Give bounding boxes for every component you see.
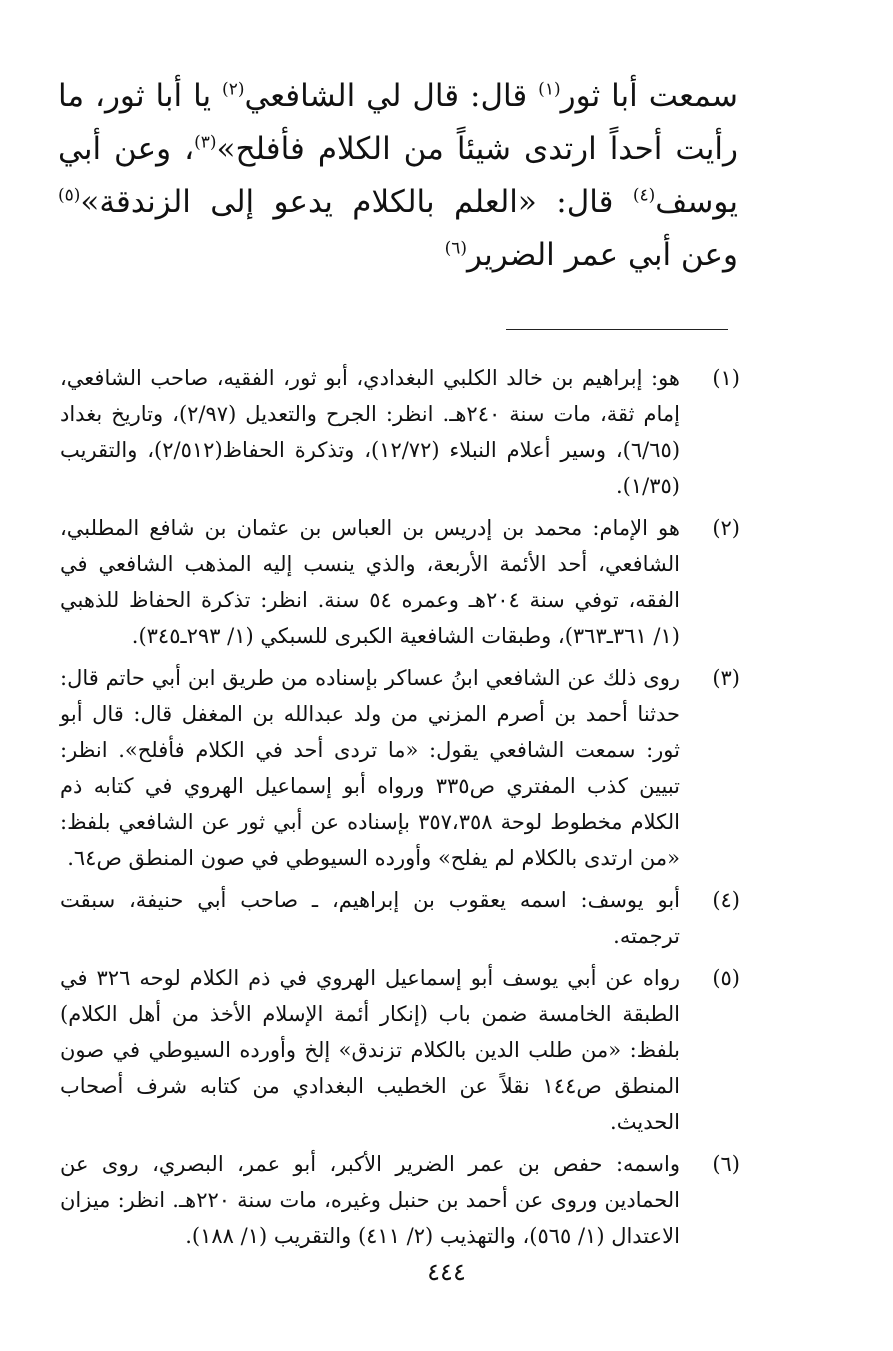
footnote: [60, 510, 740, 654]
footnote-marker: (٦): [444, 238, 467, 259]
footnote-number: (٦): [712, 1152, 740, 1176]
footnote-marker: (١): [538, 79, 561, 100]
footnotes-list: [60, 360, 740, 1260]
footnote: [60, 960, 740, 1140]
footnote-separator: [506, 329, 728, 330]
footnote-text: واسمه: حفص بن عمر الضرير الأكبر، أبو عمر، البصري، روى عن الحمادين وروى عن أحمد بن حنبل وغيره، مات سنة ٢٢٠هـ. انظر: ميزان الاعتدال (١/ ٥٦٥)، والتهذيب (٢/ ٤١١) والتقريب (١/ ١٨٨).: [60, 1152, 680, 1248]
footnote-text: أبو يوسف: اسمه يعقوب بن إبراهيم، ـ صاحب أبي حنيفة، سبقت ترجمته.: [60, 888, 680, 948]
main-text-segment: قال: قال لي الشافعي: [244, 78, 539, 114]
footnote-text: روى ذلك عن الشافعي ابنُ عساكر بإسناده من طريق ابن أبي حاتم قال: حدثنا أحمد بن أصرم المزني من ولد عبدالله بن المغفل قال: قال أبو ثور: سمعت الشافعي يقول: «ما تردى أحد في الكلام فأفلح». انظر: تبيين كذب المفتري ص٣٣٥ ورواه أبو إسماعيل الهروي في كتابه ذم الكلام مخطوط لوحة ٣٥٧،٣٥٨ بإسناده عن أبي ثور عن الشافعي بلفظ: «من ارتدى بالكلام لم يفلح» وأورده السيوطي في صون المنطق ص٦٤.: [60, 666, 680, 870]
main-text-segment: ، وعن أبي يوسف: [58, 131, 738, 220]
main-text-segment: سمعت أبا ثور: [560, 78, 738, 114]
footnote-number: (٣): [712, 666, 740, 690]
footnote: [60, 1146, 740, 1254]
footnote-number: (١): [712, 366, 740, 390]
main-text-segment: يا أبا ثور، ما رأيت أحداً ارتدى شيئاً من الكلام فأفلح»: [58, 78, 738, 167]
footnote-number: (٥): [712, 966, 740, 990]
footnote: [60, 882, 740, 954]
footnote-marker: (٤): [632, 185, 656, 206]
main-text: [58, 70, 738, 282]
footnote-number: (٢): [712, 516, 740, 540]
footnote-marker: (٥): [58, 185, 81, 206]
footnote-text: هو الإمام: محمد بن إدريس بن العباس بن عثمان بن شافع المطلبي، الشافعي، أحد الأئمة الأربعة، والذي ينسب إليه المذهب الشافعي في الفقه، توفي سنة ٢٠٤هـ وعمره ٥٤ سنة. انظر: تذكرة الحفاظ للذهبي (١/ ٣٦١ـ٣٦٣)، وطبقات الشافعية الكبرى للسبكي (١/ ٢٩٣ـ٣٤٥).: [60, 516, 681, 648]
footnote-text: رواه عن أبي يوسف أبو إسماعيل الهروي في ذم الكلام لوحه ٣٢٦ في الطبقة الخامسة ضمن باب (إنكار أئمة الإسلام الأخذ من أهل الكلام) بلفظ: «من طلب الدين بالكلام تزندق» إلخ وأورده السيوطي في صون المنطق ص١٤٤ نقلاً عن الخطيب البغدادي من كتابه شرف أصحاب الحديث.: [60, 966, 680, 1134]
footnote-text: هو: إبراهيم بن خالد الكلبي البغدادي، أبو ثور، الفقيه، صاحب الشافعي، إمام ثقة، مات سنة ٢٤٠هـ. انظر: الجرح والتعديل (٢/٩٧)، وتاريخ بغداد (٦/٦٥)، وسير أعلام النبلاء (١٢/٧٢)، وتذكرة الحفاظ(٢/٥١٢)، والتقريب (١/٣٥).: [60, 366, 681, 498]
main-text-segment: وعن أبي عمر الضرير: [466, 237, 738, 273]
footnote: [60, 360, 740, 504]
footnote-marker: (٢): [222, 79, 245, 100]
footnote-number: (٤): [712, 888, 740, 912]
page-number: ٤٤٤: [427, 1258, 466, 1286]
footnote-marker: (٣): [194, 132, 217, 153]
footnote: [60, 660, 740, 876]
main-text-segment: قال: «العلم بالكلام يدعو إلى الزندقة»: [80, 184, 633, 220]
